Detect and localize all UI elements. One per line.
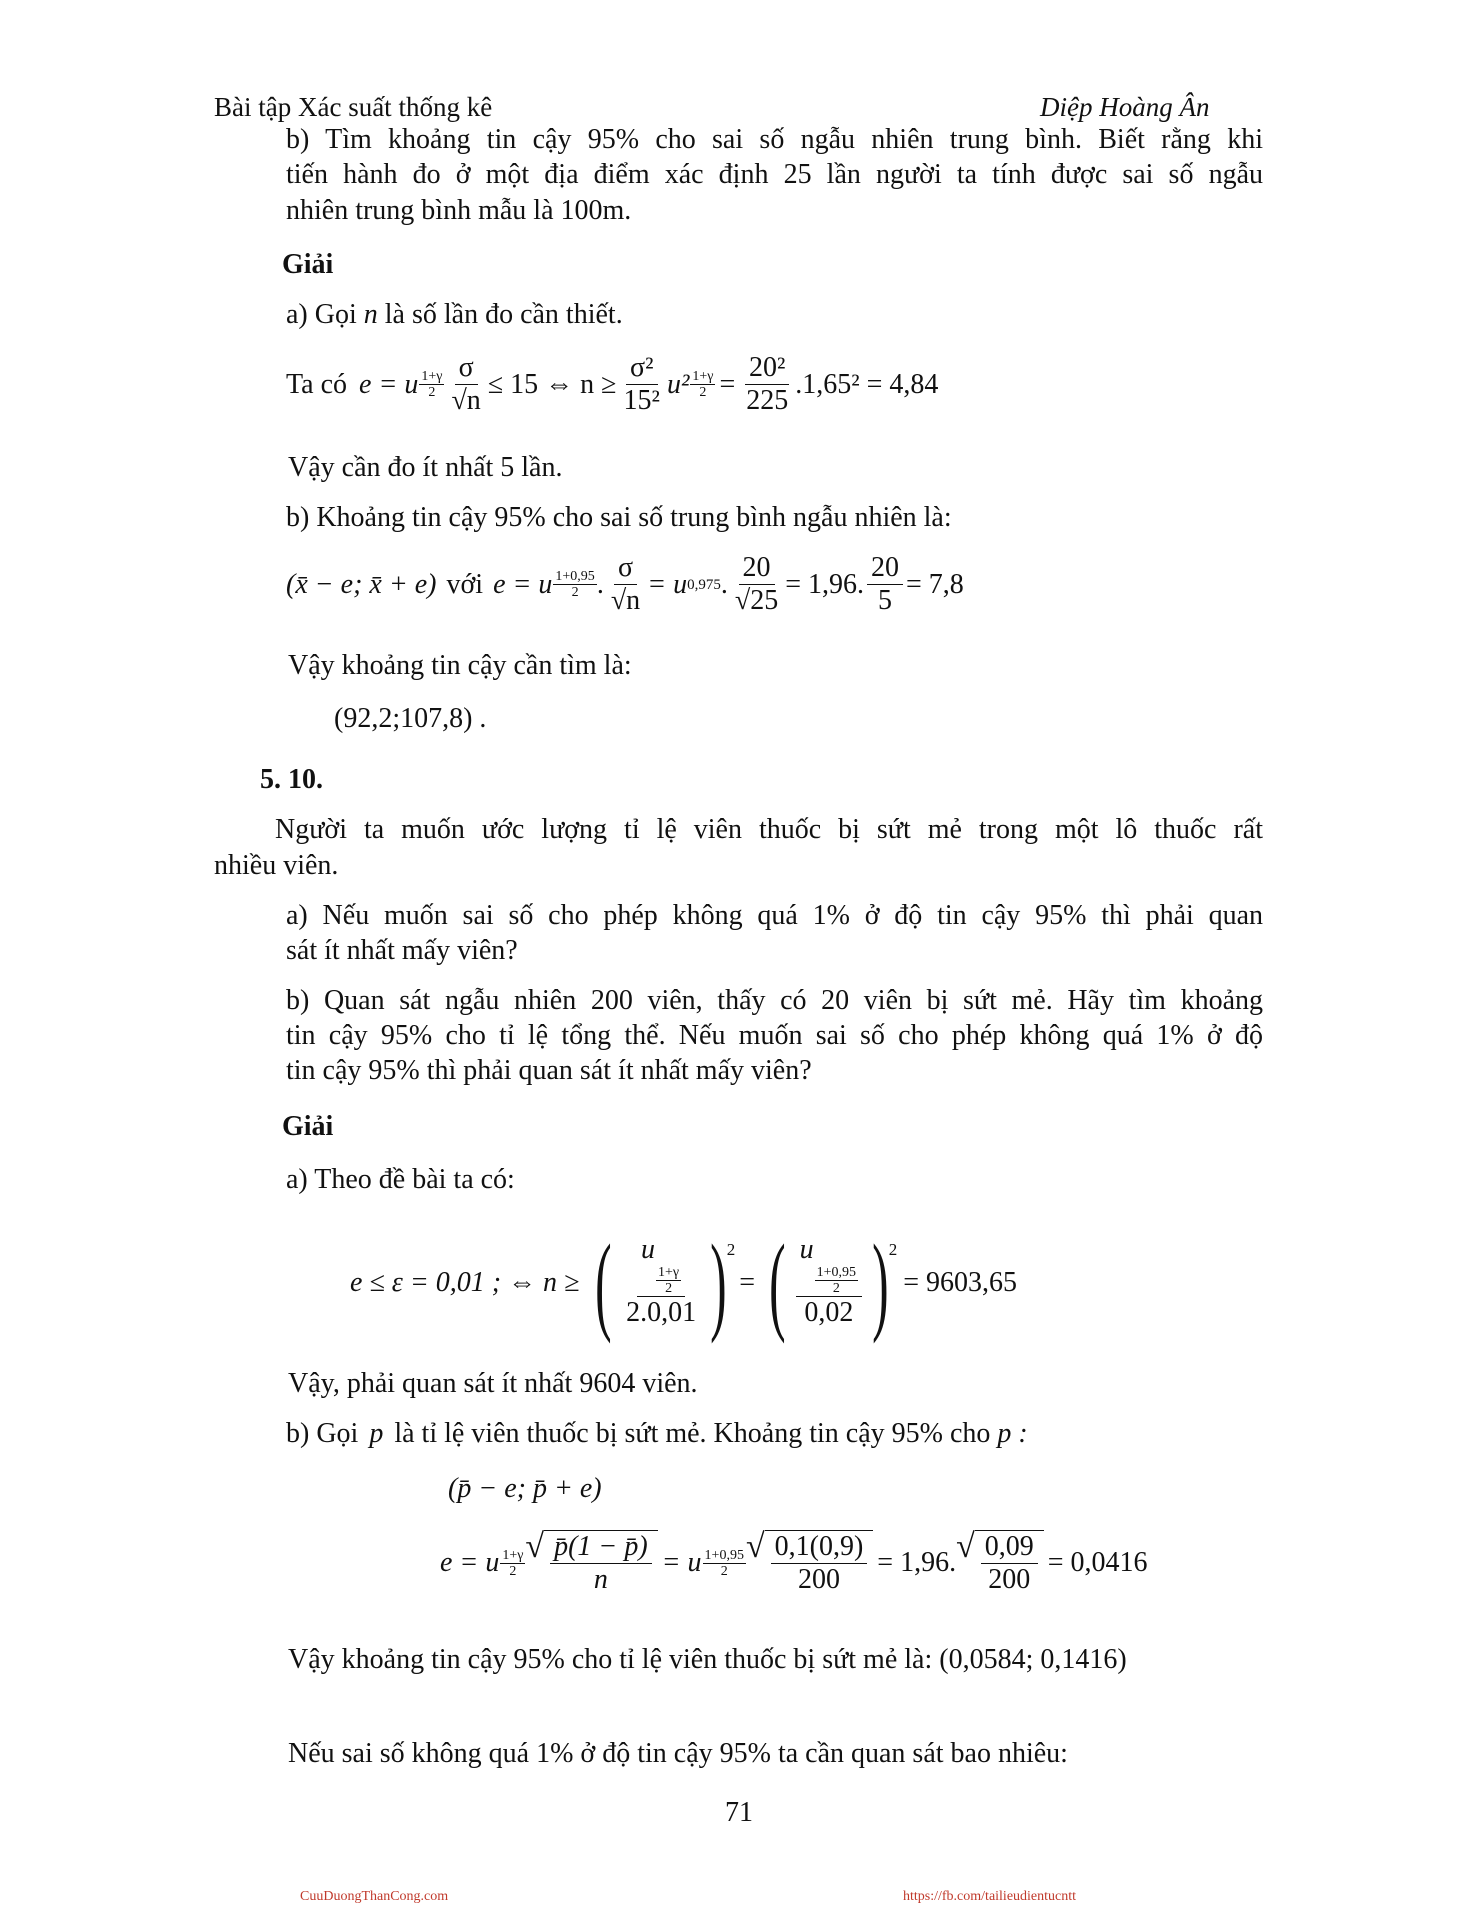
problem-part-a-line-1: a) Nếu muốn sai số cho phép không quá 1% ở độ tin cậy 95% thì phải quan [286,900,1263,931]
interval-p-expr: (p̄ − e; p̄ + e) [448,1473,602,1504]
problem-part-b-line-2: tin cậy 95% cho tỉ lệ tổng thể. Nếu muốn sai số cho phép không quá 1% ở độ [286,1020,1263,1051]
question-b-line-2: tiến hành đo ở một địa điểm xác định 25 lần người ta tính được sai số ngẫu [286,159,1263,190]
solution-b-intro: b) Khoảng tin cậy 95% cho sai số trung bình ngẫu nhiên là: [286,502,952,533]
formula-confidence-error: (x̄ − e; x̄ + e) với e = u 1+0,95 2 . $\frac{\sigma}{√n}$ = u 0,975 . $\frac{20}{√25}$ = 1,96. $\frac{20}{5}$ = 7,8 [286,552,964,616]
footer-source-right: https://fb.com/tailieudientucntt [903,1889,1077,1904]
solution-b-conclusion: Vậy khoảng tin cậy cần tìm là: [288,650,632,681]
running-header-title: Bài tập Xác suất thống kê [214,92,493,122]
problem-part-b-line-1: b) Quan sát ngẫu nhiên 200 viên, thấy có 20 viên bị sứt mẻ. Hãy tìm khoảng [286,985,1263,1016]
problem-statement-line-1: Người ta muốn ước lượng tỉ lệ viên thuốc bị sứt mẻ trong một lô thuốc rất [275,814,1263,845]
solution2-b-conclusion: Vậy khoảng tin cậy 95% cho tỉ lệ viên thuốc bị sứt mẻ là: (0,0584; 0,1416) [288,1644,1127,1675]
question-b-line-1: b) Tìm khoảng tin cậy 95% cho sai số ngẫu nhiên trung bình. Biết rằng khi [286,124,1263,155]
solution-a-intro: a) Gọi n là số lần đo cần thiết. [286,299,623,330]
final-question: Nếu sai số không quá 1% ở độ tin cậy 95% ta cần quan sát bao nhiêu: [288,1738,1068,1769]
solution2-a-intro: a) Theo đề bài ta có: [286,1164,515,1195]
formula-proportion-error: e = u 1+γ 2 √ $\frac{p̄(1 - p̄)}{n}$ = u 1+0,95 2 √ $\frac{0,1(0,9)}{200}$ = 1,96. √ $\frac{0,09}{200}$ = 0,0416 [440,1528,1148,1595]
solution-a-conclusion: Vậy cần đo ít nhất 5 lần. [288,452,563,483]
formula-sample-size: Ta có e = u 1+γ 2 $\frac{\sigma}{√n}$ ≤ 15 ⇔ n ≥ $\frac{\text{σ²}}{\text{15²}}$ u² $\frac{1+\gamma}{2}$ = $\frac{\text{20²}}{225}$ .1,65² = 4,84 [286,352,939,416]
solution2-b-intro: b) Gọi p là tỉ lệ viên thuốc bị sứt mẻ. Khoảng tin cậy 95% cho p : [286,1418,1028,1449]
page-number: 71 [725,1797,753,1828]
solution2-a-conclusion: Vậy, phải quan sát ít nhất 9604 viên. [288,1368,698,1399]
problem-statement-line-2: nhiều viên. [214,850,339,881]
interval-result: (92,2;107,8) . [334,703,487,734]
question-b-line-3: nhiên trung bình mẫu là 100m. [286,195,632,226]
solution-heading: Giải [282,249,334,280]
problem-number: 5. 10. [260,764,323,795]
problem-part-b-line-3: tin cậy 95% thì phải quan sát ít nhất mấy viên? [286,1055,812,1086]
solution2-heading: Giải [282,1111,334,1142]
footer-source-left: CuuDuongThanCong.com [300,1889,449,1904]
problem-part-a-line-2: sát ít nhất mấy viên? [286,935,518,966]
running-header-author: Diệp Hoàng Ân [1040,92,1210,122]
formula-min-sample: e ≤ ε = 0,01 ; ⇔ n ≥ ( u $\frac{1+\gamma}{2}$ 2.0,01 ) 2 = ( u $\frac{1+0,95}{2}$ 0,02 ) 2 = 9603,65 [350,1222,1017,1344]
